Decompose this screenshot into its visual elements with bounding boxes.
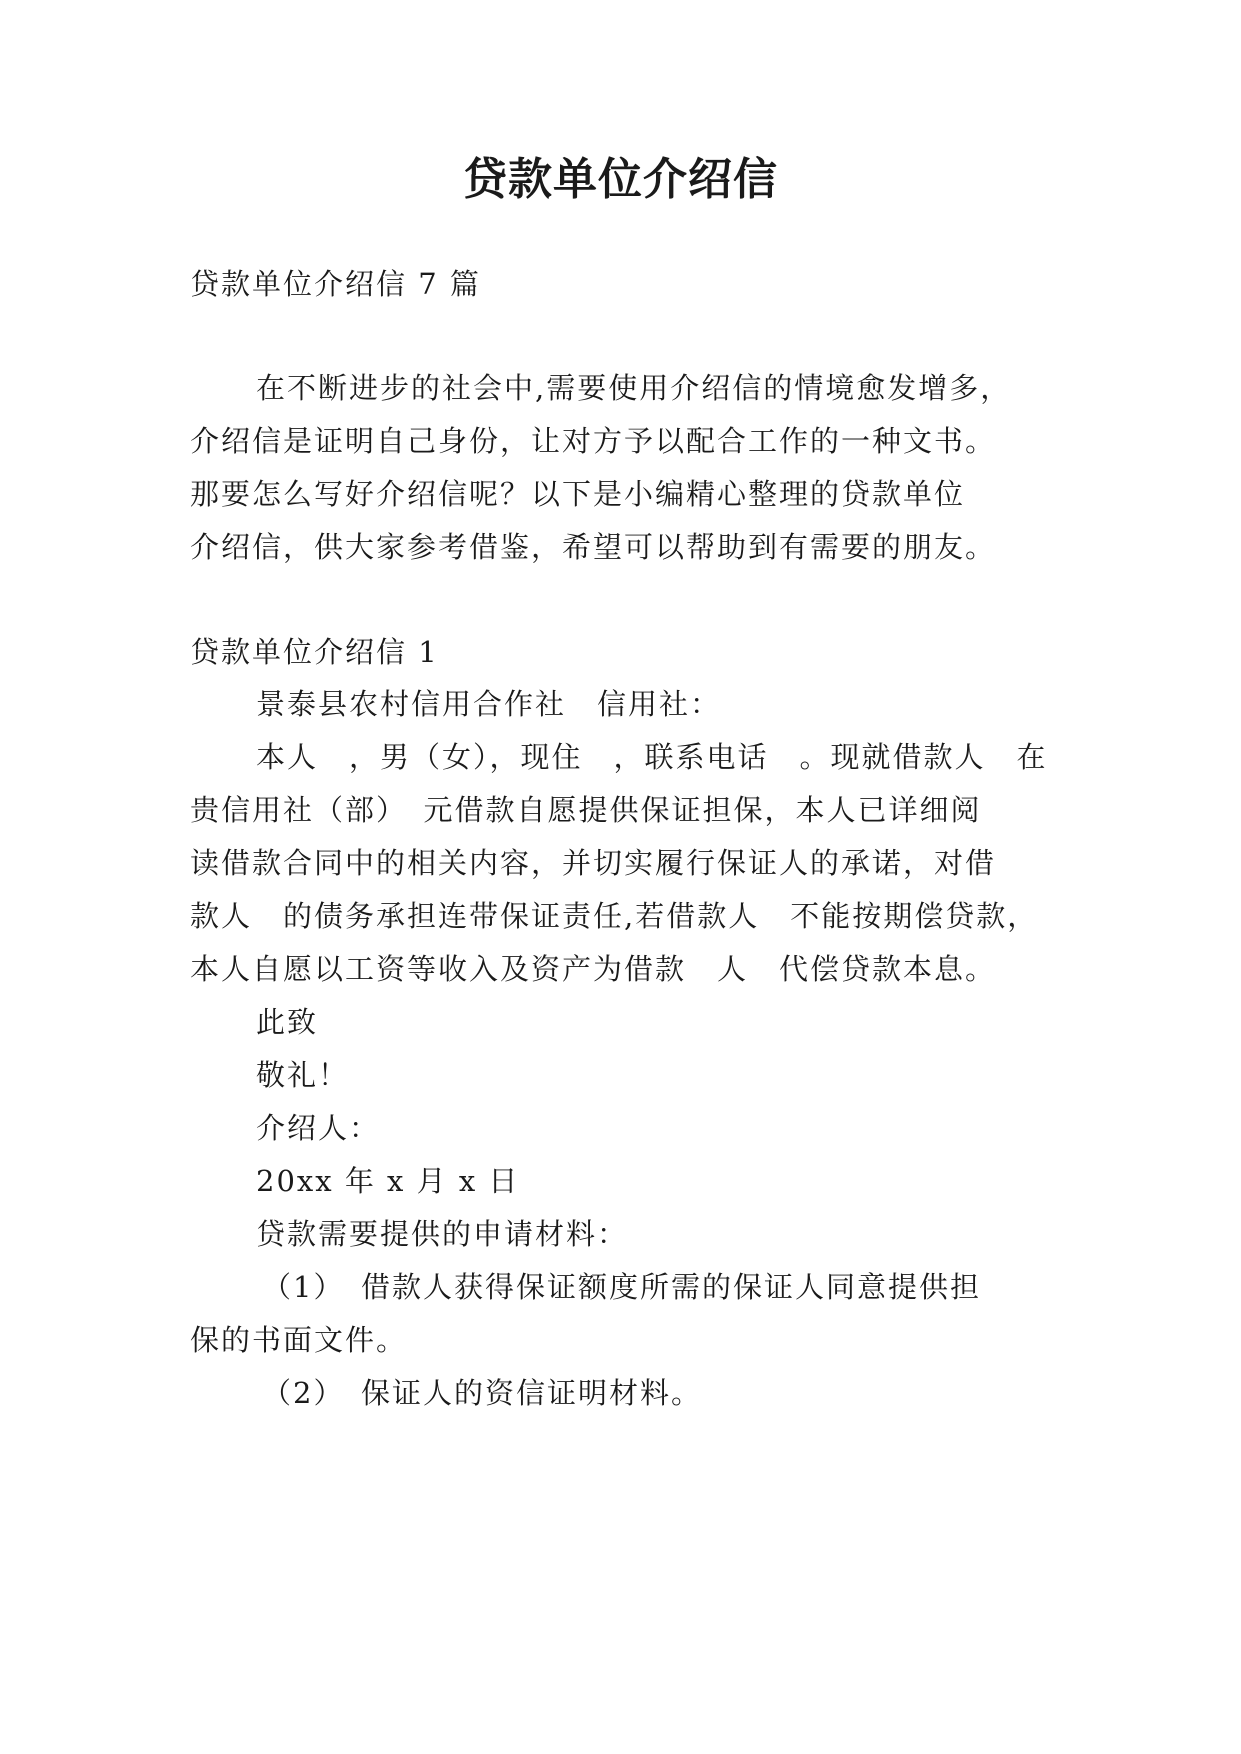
intro-line-2: 介绍信是证明自己身份，让对方予以配合工作的一种文书。 (190, 424, 997, 458)
letter-body-line-4: 款人 的债务承担连带保证责任,若借款人 不能按期偿贷款， (190, 899, 1039, 933)
materials-item-1-cont: 保的书面文件。 (190, 1323, 408, 1357)
intro-line-4: 介绍信，供大家参考借鉴，希望可以帮助到有需要的朋友。 (190, 530, 997, 564)
letter-introducer: 介绍人： (256, 1111, 381, 1145)
materials-item-2: （2） 保证人的资信证明材料。 (262, 1376, 702, 1410)
letter-body-line-1: 本人 ，男（女），现住 ，联系电话 。现就借款人 在 (256, 740, 1048, 774)
letter-body-line-2: 贵信用社（部） 元借款自愿提供保证担保，本人已详细阅 (190, 793, 982, 827)
document-subtitle: 贷款单位介绍信 7 篇 (190, 267, 481, 301)
materials-heading: 贷款需要提供的申请材料： (256, 1217, 629, 1251)
document-title: 贷款单位介绍信 (463, 154, 778, 205)
materials-item-1: （1） 借款人获得保证额度所需的保证人同意提供担 (262, 1270, 981, 1304)
section-heading: 贷款单位介绍信 1 (190, 635, 439, 669)
letter-closing-2: 敬礼！ (256, 1058, 350, 1092)
letter-body-line-3: 读借款合同中的相关内容，并切实履行保证人的承诺，对借 (190, 846, 997, 880)
letter-closing-1: 此致 (256, 1005, 319, 1039)
letter-date: 20xx 年 x 月 x 日 (256, 1164, 520, 1198)
letter-salutation: 景泰县农村信用合作社 信用社： (256, 687, 722, 721)
intro-line-3: 那要怎么写好介绍信呢？以下是小编精心整理的贷款单位 (190, 477, 966, 511)
intro-line-1: 在不断进步的社会中,需要使用介绍信的情境愈发增多， (256, 371, 1012, 405)
letter-body-line-5: 本人自愿以工资等收入及资产为借款 人 代偿贷款本息。 (190, 952, 997, 986)
